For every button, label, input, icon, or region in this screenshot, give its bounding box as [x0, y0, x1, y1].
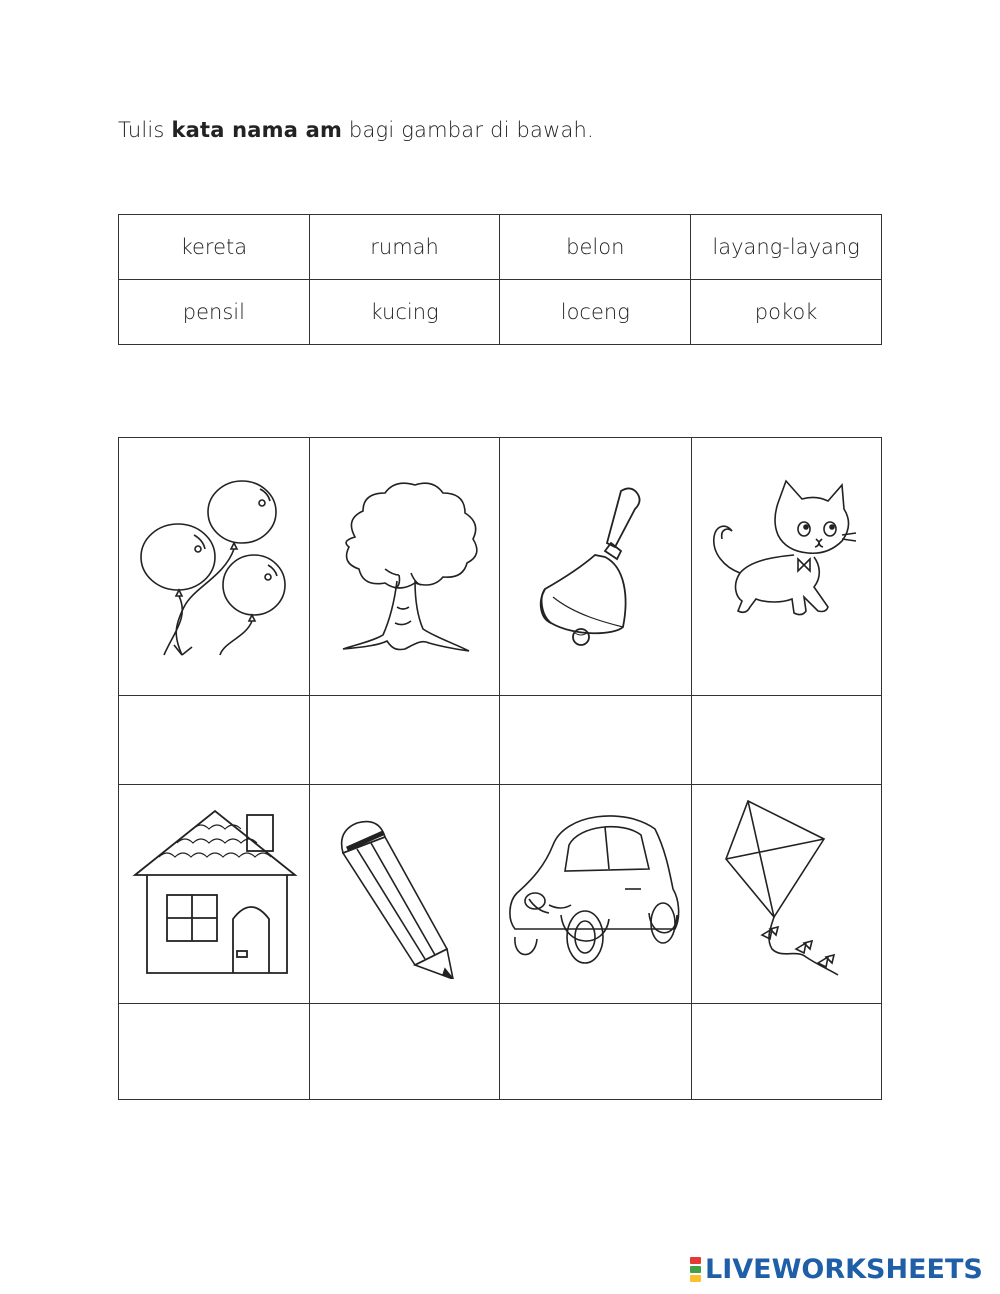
word-bank-table [118, 214, 882, 345]
word-bank-cell: pokok [691, 280, 882, 345]
logo-icon-bar [690, 1266, 701, 1273]
picture-cell [119, 785, 310, 1004]
liveworksheets-logo [690, 1254, 983, 1285]
bell-picture [515, 477, 675, 657]
word-bank-cell: pensil [119, 280, 310, 345]
answer-input[interactable] [500, 696, 690, 784]
picture-cell [691, 785, 881, 1004]
car-picture [505, 809, 685, 979]
kite-picture [706, 799, 866, 989]
picture-cell [309, 438, 499, 696]
answer-input[interactable] [119, 1004, 309, 1099]
picture-cell [309, 785, 499, 1004]
answer-input[interactable] [310, 1004, 499, 1099]
word-bank-cell: loceng [500, 280, 691, 345]
instruction-prefix: Tulis [118, 118, 172, 142]
picture-table [118, 437, 882, 1100]
picture-cell [691, 438, 881, 696]
picture-cell [500, 785, 691, 1004]
picture-cell [500, 438, 691, 696]
word-bank-cell: belon [500, 215, 691, 280]
word-bank-cell: rumah [309, 215, 500, 280]
answer-cell[interactable] [309, 696, 499, 785]
balloons-picture [134, 477, 294, 657]
answer-cell[interactable] [500, 1004, 691, 1100]
word-bank-cell: kereta [119, 215, 310, 280]
picture-cell [119, 438, 310, 696]
answer-cell[interactable] [309, 1004, 499, 1100]
logo-icon-bar [690, 1275, 701, 1282]
answer-cell[interactable] [691, 696, 881, 785]
logo-icon-bar [690, 1257, 701, 1264]
answer-cell[interactable] [691, 1004, 881, 1100]
instruction-suffix: bagi gambar di bawah. [342, 118, 594, 142]
pencil-picture [325, 809, 485, 979]
house-picture [129, 809, 299, 979]
cat-picture [706, 477, 866, 657]
instruction-bold: kata nama am [171, 118, 343, 142]
answer-input[interactable] [119, 696, 309, 784]
logo-icon [690, 1256, 701, 1283]
answer-input[interactable] [310, 696, 499, 784]
answer-cell[interactable] [119, 1004, 310, 1100]
answer-input[interactable] [500, 1004, 690, 1099]
answer-cell[interactable] [500, 696, 691, 785]
logo-text: LIVEWORKSHEETS [705, 1254, 983, 1285]
instruction-text [118, 118, 594, 142]
word-bank-cell: layang-layang [691, 215, 882, 280]
tree-picture [325, 477, 485, 657]
answer-input[interactable] [692, 1004, 881, 1099]
word-bank-cell: kucing [309, 280, 500, 345]
answer-cell[interactable] [119, 696, 310, 785]
answer-input[interactable] [692, 696, 881, 784]
